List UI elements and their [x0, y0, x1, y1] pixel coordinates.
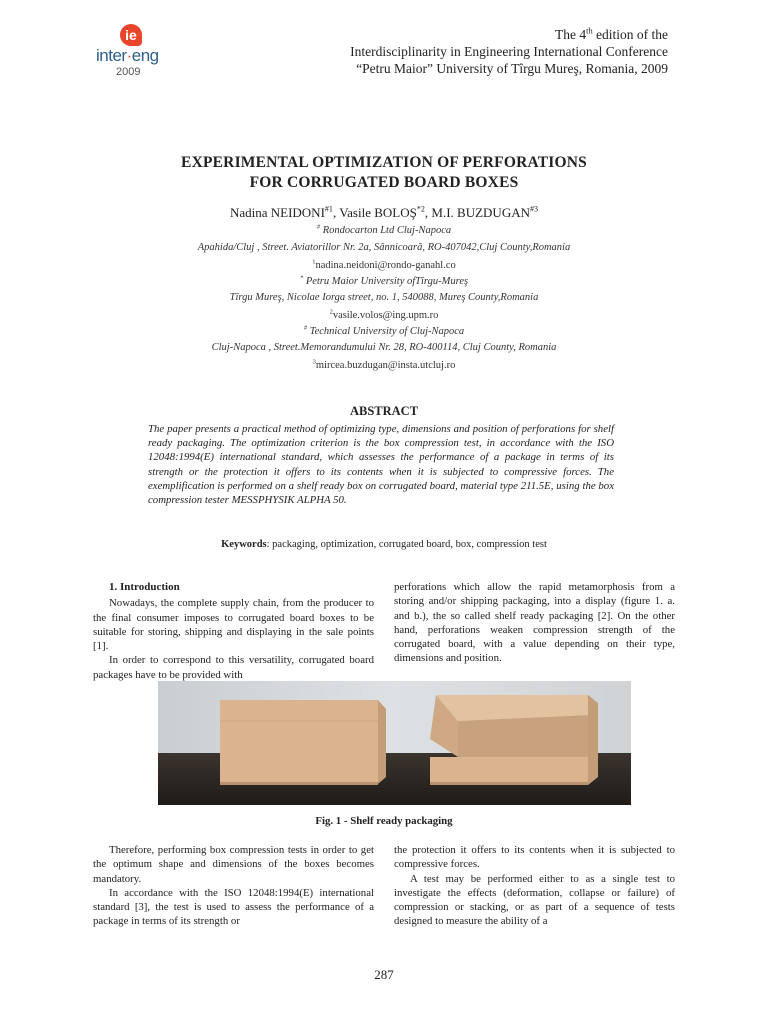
author-sup: #1	[324, 204, 333, 214]
shelf-ready-packaging-photo	[158, 681, 631, 805]
affiliation-org-name: Rondocarton Ltd Cluj-Napoca	[320, 225, 452, 236]
header-university: “Petru Maior” University of Tîrgu Mureş, Romania, 2009	[356, 61, 668, 76]
column-right-top	[394, 580, 675, 666]
column-left-bottom	[93, 843, 374, 929]
column-right-bottom	[394, 843, 675, 929]
author-name: Nadina NEIDONI	[229, 205, 325, 220]
affiliation-email	[0, 310, 768, 321]
author-name: M.I. BUZDUGAN	[431, 205, 530, 220]
logo-name-accent: ·	[126, 46, 132, 65]
email-address: vasile.volos@ing.upm.ro	[332, 310, 439, 321]
paper-title-line2: FOR CORRUGATED BOARD BOXES	[249, 174, 519, 191]
paragraph: perforations which allow the rapid metamorphosis from a storing and/or shipping packaging, into a display (figure 1. a. and b.), the so called shelf ready packaging [2]. On the other hand, perforations weaken compression strength of the corrugated board, with a value depending on their type, dimensions and position.	[394, 581, 675, 665]
photo-drawing	[158, 681, 631, 805]
logo-name	[96, 46, 172, 66]
logo-name-part2: eng	[131, 46, 159, 65]
header-edition-sup: th	[586, 26, 593, 36]
header-edition	[555, 27, 668, 43]
header-conference: Interdisciplinarity in Engineering International Conference	[350, 44, 668, 59]
abstract-body: The paper presents a practical method of optimizing type, dimensions and position of perforations for shelf ready packaging. The optimization criterion is the box compression test, in accordance with the ISO 12048:1994(E) international standard, which assesses the performance of a package in terms of its strength or the protection it offers to its contents when it is subjected to compressive forces. The exemplification is performed on a shelf ready box on corrugated board, material type 211.5E, using the box compression tester MESSPHYSIK ALPHA 50.	[148, 423, 614, 507]
affiliation-mark: #	[316, 223, 321, 231]
keywords	[0, 539, 768, 550]
paragraph: Therefore, performing box compression tests in order to get the optimum shape and dimensions of the boxes becomes mandatory.	[93, 844, 374, 885]
author-list: Nadina NEIDONI$^{\#1}$, Vasile BOLOŞ$^{*2}$, M.I. BUZDUGAN$^{\#3}$	[229, 204, 539, 220]
email-address: mircea.buzdugan@insta.utcluj.ro	[315, 360, 456, 371]
conference-logo	[92, 24, 172, 84]
abstract-heading: ABSTRACT	[349, 404, 419, 418]
header-edition-post: edition of the	[592, 27, 668, 42]
affiliation-org	[0, 326, 768, 337]
header-edition-pre: The 4	[555, 27, 587, 42]
paragraph: In order to correspond to this versatility, corrugated board packages have to be provided with	[93, 654, 374, 681]
affiliation-org	[0, 276, 768, 287]
author-sup: *2	[416, 204, 425, 214]
column-left-top	[93, 580, 374, 682]
page-number: 287	[374, 967, 394, 982]
email-sup: 1	[312, 258, 316, 266]
email-sup: 3	[312, 358, 316, 366]
paragraph: In accordance with the ISO 12048:1994(E) international standard [3], the test is used to assess the performance of a package in terms of its strength or	[93, 886, 374, 928]
logo-mark: ie	[120, 24, 142, 46]
affiliation-mark: *	[299, 274, 304, 282]
affiliation-email	[0, 360, 768, 371]
email-address: nadina.neidoni@rondo-ganahl.co	[315, 260, 456, 271]
affiliation-email	[0, 260, 768, 271]
affiliation-org	[0, 225, 768, 236]
section-heading: 1. Introduction	[109, 581, 180, 593]
affiliation-org-name: Technical University of Cluj-Napoca	[307, 326, 465, 337]
email-sup: 2	[329, 308, 333, 316]
keywords-label: Keywords	[221, 539, 267, 550]
affiliation-address: Apahida/Cluj , Street. Aviatorillor Nr. 2a, Sânnicoară, RO-407042,Cluj County,Romania	[197, 242, 571, 253]
paragraph: Nowadays, the complete supply chain, from the producer to the final consumer imposes to corrugated board boxes to be suitable for storing, shipping and displaying in the sale points [1].	[93, 597, 374, 653]
logo-year: 2009	[116, 66, 141, 78]
affiliation-org-name: Petru Maior University ofTîrgu-Mureş	[303, 276, 469, 287]
figure-caption: Fig. 1 - Shelf ready packaging	[315, 815, 453, 827]
paragraph: A test may be performed either to as a single test to investigate the effects (deformation, collapse or failure) of compression or stacking, or as part of a sequence of tests designed to measure the ability of a	[394, 872, 675, 928]
paragraph: the protection it offers to its contents when it is subjected to compressive forces.	[394, 844, 675, 871]
logo-name-part1: inter	[96, 46, 127, 65]
affiliation-address: Tîrgu Mureş, Nicolae Iorga street, no. 1, 540088, Mureş County,Romania	[229, 292, 539, 303]
affiliation-address: Cluj-Napoca , Street.Memorandumului Nr. 28, RO-400114, Cluj County, Romania	[211, 342, 557, 353]
author-name: Vasile BOLOŞ	[339, 205, 417, 220]
paper-title-line1: EXPERIMENTAL OPTIMIZATION OF PERFORATIONS	[181, 154, 587, 171]
keywords-text: : packaging, optimization, corrugated board, box, compression test	[266, 539, 547, 550]
author-sup: #3	[530, 204, 539, 214]
affiliation-mark: #	[303, 324, 308, 332]
